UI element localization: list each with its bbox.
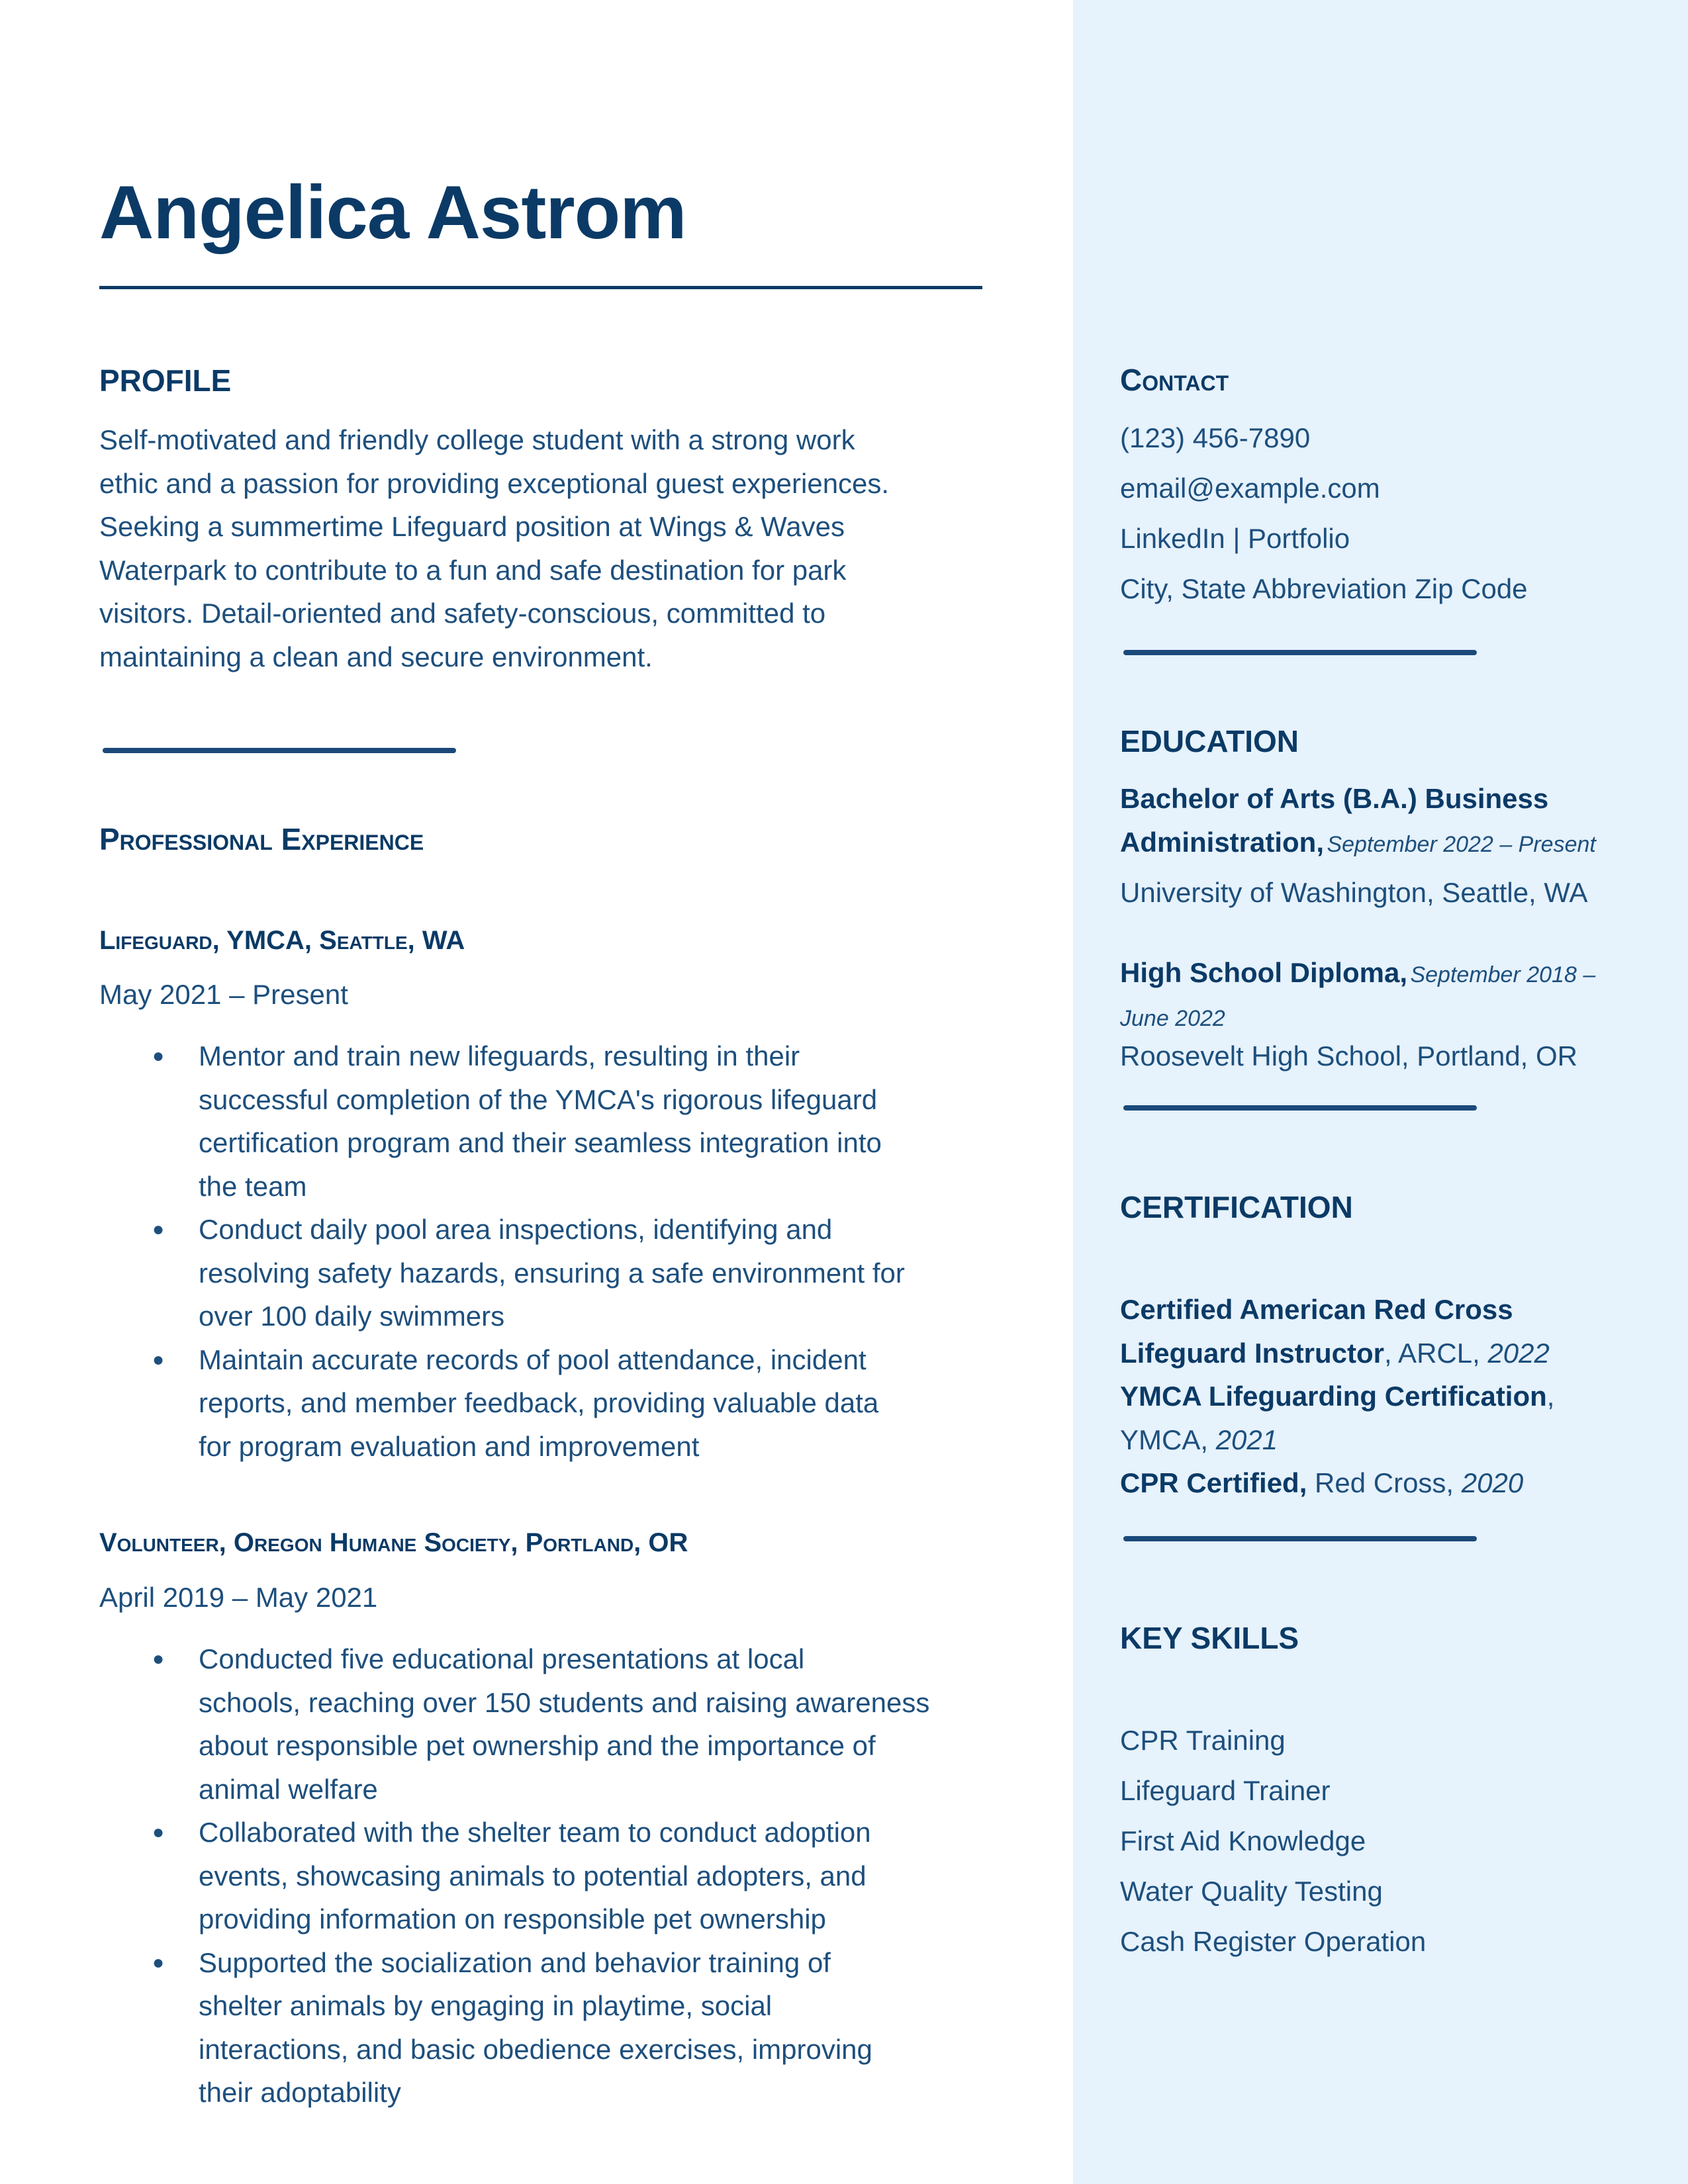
bullet-line: Conducted five educational presentations at local [199, 1643, 805, 1674]
education-heading: EDUCATION [1120, 724, 1299, 758]
bullet-line: schools, reaching over 150 students and raising awareness [199, 1686, 930, 1718]
skills-list [1120, 1715, 1426, 1967]
experience-heading: Professional Experience [99, 822, 424, 856]
bullet-line: resolving safety hazards, ensuring a safe environment for [199, 1257, 905, 1289]
certification-heading: CERTIFICATION [1120, 1190, 1353, 1224]
skill-item: CPR Training [1120, 1725, 1286, 1756]
section-divider [1123, 1105, 1477, 1111]
profile-line: Self-motivated and friendly college student with a strong work [99, 424, 855, 455]
cert-year: 2020 [1461, 1467, 1524, 1498]
cert-separator: , [1546, 1381, 1555, 1412]
degree-title: Bachelor of Arts (B.A.) Business [1120, 783, 1549, 814]
job-title: Lifeguard, YMCA, Seattle, WA [99, 926, 465, 955]
certification-list [1120, 1288, 1554, 1505]
school-name: University of Washington, Seattle, WA [1120, 877, 1588, 908]
cert-issuer: , ARCL, [1384, 1337, 1488, 1369]
job-dates: April 2019 – May 2021 [99, 1582, 378, 1613]
profile-line: ethic and a passion for providing exceptional guest experiences. [99, 467, 890, 499]
bullet-line: their adoptability [199, 2077, 401, 2108]
candidate-name: Angelica Astrom [99, 171, 686, 255]
bullet-icon: ● [152, 1218, 165, 1240]
degree-dates: September 2018 – [1410, 962, 1596, 987]
list-item [99, 1941, 1013, 2115]
cert-issuer: YMCA, [1120, 1424, 1216, 1455]
bullet-line: the team [199, 1170, 307, 1202]
bullet-icon: ● [152, 1045, 165, 1067]
bullet-line: providing information on responsible pet ownership [199, 1903, 826, 1934]
cert-name: CPR Certified, [1120, 1467, 1307, 1498]
list-item [99, 1034, 1013, 1208]
degree-dates: June 2022 [1120, 1006, 1225, 1031]
bullet-line: shelter animals by engaging in playtime, social [199, 1990, 773, 2021]
skills-heading: KEY SKILLS [1120, 1621, 1299, 1655]
cert-year: 2022 [1487, 1337, 1550, 1369]
profile-line: maintaining a clean and secure environment. [99, 641, 653, 672]
profile-line: visitors. Detail-oriented and safety-conscious, committed to [99, 598, 826, 629]
bullet-line: about responsible pet ownership and the importance of [199, 1730, 876, 1761]
section-divider [103, 748, 456, 753]
job-bullets [99, 1034, 1013, 1468]
education-entry [1120, 951, 1595, 1077]
bullet-line: over 100 daily swimmers [199, 1300, 505, 1332]
profile-line: Seeking a summertime Lifeguard position at Wings & Waves [99, 511, 845, 542]
bullet-line: certification program and their seamless integration into [199, 1127, 882, 1158]
cert-year: 2021 [1215, 1424, 1278, 1455]
school-name: Roosevelt High School, Portland, OR [1120, 1040, 1578, 1071]
section-divider [1123, 650, 1477, 655]
skill-item: Water Quality Testing [1120, 1876, 1383, 1907]
list-item [99, 1338, 1013, 1469]
bullet-line: animal welfare [199, 1773, 378, 1805]
degree-dates: September 2022 – Present [1327, 832, 1596, 857]
bullet-line: Maintain accurate records of pool attendance, incident [199, 1343, 867, 1375]
bullet-line: Conduct daily pool area inspections, identifying and [199, 1214, 833, 1245]
job-bullets [99, 1637, 1013, 2115]
contact-heading: Contact [1120, 363, 1229, 397]
contact-block [1120, 413, 1528, 614]
bullet-line: interactions, and basic obedience exercises, improving [199, 2033, 872, 2065]
contact-links: LinkedIn | Portfolio [1120, 523, 1350, 554]
education-entry [1120, 777, 1596, 915]
degree-title: High School Diploma, [1120, 957, 1408, 988]
cert-name: YMCA Lifeguarding Certification [1120, 1381, 1547, 1412]
cert-issuer: Red Cross, [1307, 1467, 1462, 1498]
bullet-icon: ● [152, 1348, 165, 1371]
profile-heading: PROFILE [99, 363, 232, 398]
profile-line: Waterpark to contribute to a fun and safe destination for park [99, 554, 847, 586]
cert-name: Lifeguard Instructor [1120, 1337, 1385, 1369]
bullet-line: Collaborated with the shelter team to conduct adoption [199, 1817, 871, 1848]
list-item [99, 1811, 1013, 1941]
skill-item: Lifeguard Trainer [1120, 1775, 1331, 1806]
skill-item: Cash Register Operation [1120, 1926, 1427, 1957]
profile-summary [99, 418, 889, 678]
bullet-line: Mentor and train new lifeguards, resulting in their [199, 1040, 800, 1071]
contact-location: City, State Abbreviation Zip Code [1120, 573, 1528, 604]
degree-title: Administration, [1120, 827, 1325, 858]
name-divider [99, 286, 982, 289]
job-title: Volunteer, Oregon Humane Society, Portland, OR [99, 1528, 688, 1557]
job-dates: May 2021 – Present [99, 979, 348, 1010]
bullet-icon: ● [152, 1951, 165, 1974]
bullet-line: Supported the socialization and behavior training of [199, 1946, 831, 1978]
bullet-icon: ● [152, 1648, 165, 1670]
bullet-line: for program evaluation and improvement [199, 1430, 700, 1462]
section-divider [1123, 1536, 1477, 1541]
bullet-line: successful completion of the YMCA's rigorous lifeguard [199, 1083, 878, 1115]
list-item [99, 1208, 1013, 1338]
list-item [99, 1637, 1013, 1811]
bullet-line: reports, and member feedback, providing valuable data [199, 1387, 879, 1418]
contact-email: email@example.com [1120, 473, 1380, 504]
bullet-icon: ● [152, 1821, 165, 1843]
skill-item: First Aid Knowledge [1120, 1825, 1366, 1856]
bullet-line: events, showcasing animals to potential adopters, and [199, 1860, 867, 1891]
cert-name: Certified American Red Cross [1120, 1294, 1513, 1325]
contact-phone: (123) 456-7890 [1120, 422, 1311, 453]
